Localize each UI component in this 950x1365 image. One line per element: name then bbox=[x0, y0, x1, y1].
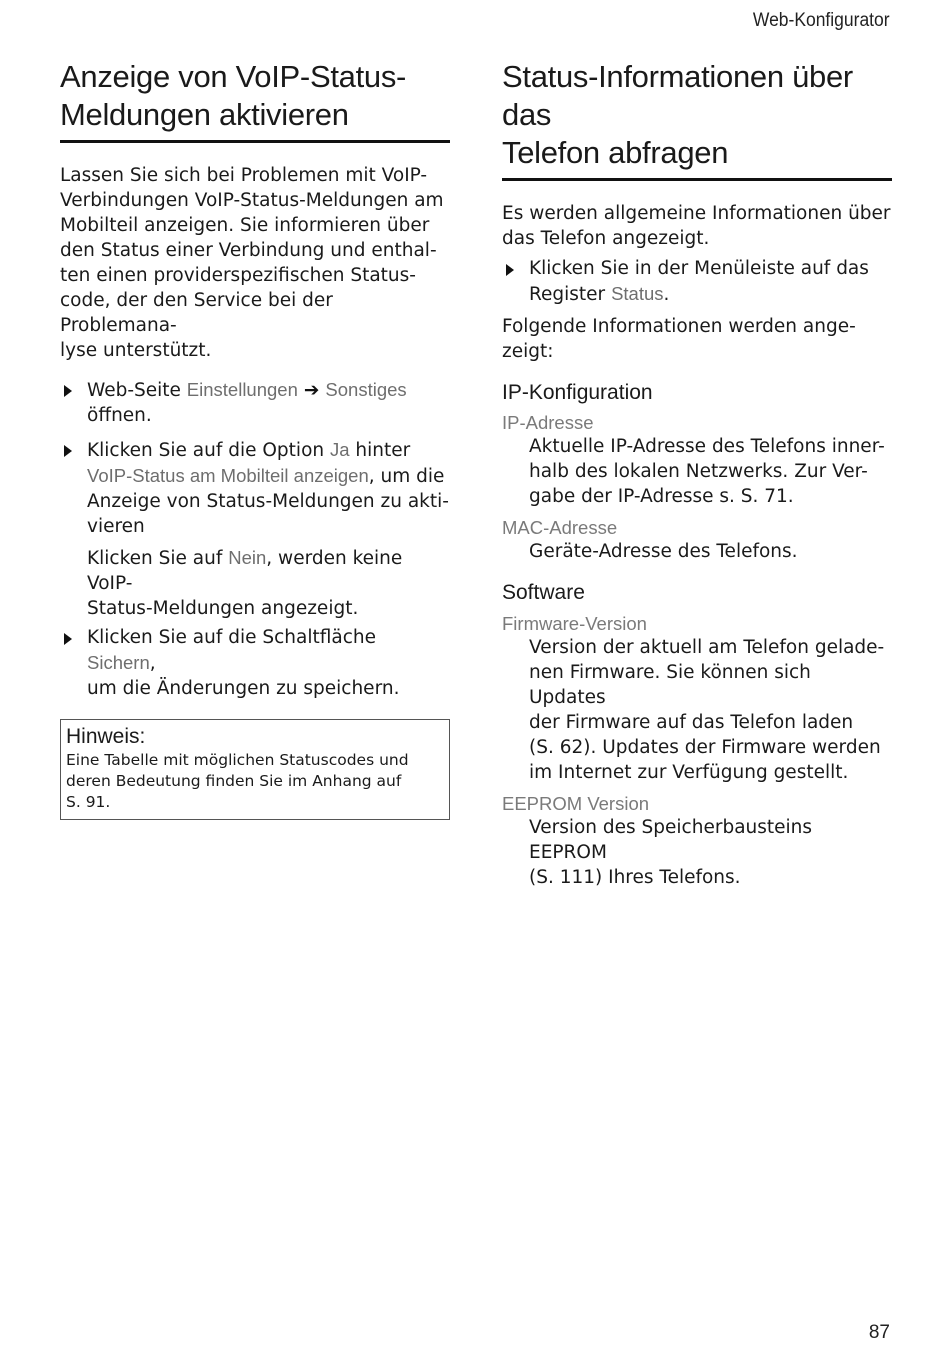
note-box bbox=[60, 719, 450, 820]
intro-line: lyse unterstützt. bbox=[60, 340, 212, 361]
bullet-triangle-icon bbox=[64, 445, 72, 457]
definition-line: Version der aktuell am Telefon gelade- bbox=[529, 637, 885, 658]
step-text: Klicken Sie auf die Option bbox=[87, 440, 330, 461]
follow-line: Folgende Informationen werden ange- bbox=[502, 316, 856, 337]
left-section-title bbox=[60, 58, 450, 143]
step-text: . bbox=[663, 284, 670, 305]
page-number: 87 bbox=[868, 1322, 890, 1343]
step-click-save bbox=[60, 625, 450, 701]
step-text: Web-Seite bbox=[87, 380, 187, 401]
intro-line: ten einen providerspezifischen Status- bbox=[60, 265, 416, 286]
note-title: Hinweis: bbox=[66, 725, 146, 748]
right-title-line-2: Telefon abfragen bbox=[502, 135, 729, 170]
step-text: Status-Meldungen angezeigt. bbox=[87, 598, 359, 619]
intro-line: Mobilteil anzeigen. Sie informieren über bbox=[60, 215, 430, 236]
ui-ref-sonstiges: Sonstiges bbox=[325, 379, 407, 400]
step-text: , bbox=[149, 653, 156, 674]
term-firmware-version: Firmware-Version bbox=[502, 613, 647, 634]
bullet-triangle-icon bbox=[64, 385, 72, 397]
note-line: Eine Tabelle mit möglichen Statuscodes und bbox=[66, 751, 409, 769]
step-text: hinter bbox=[349, 440, 411, 461]
step-text: Register bbox=[529, 284, 612, 305]
step-text: , werden keine VoIP- bbox=[87, 548, 403, 594]
subsection-heading-software: Software bbox=[502, 581, 585, 604]
ui-ref-voip-status-option: VoIP-Status am Mobilteil anzeigen bbox=[87, 465, 369, 486]
step-text: vieren bbox=[87, 516, 145, 537]
step-click-status-tab bbox=[502, 256, 892, 307]
step-sub-note-nein bbox=[60, 545, 450, 621]
note-line: S. 91. bbox=[66, 793, 111, 811]
subsection-heading-ip-konfiguration: IP-Konfiguration bbox=[502, 381, 653, 404]
ui-ref-sichern: Sichern bbox=[87, 652, 150, 673]
step-text: Klicken Sie auf die Schaltfläche bbox=[87, 627, 377, 648]
running-header: Web-Konfigurator bbox=[753, 10, 890, 31]
step-text: Klicken Sie in der Menüleiste auf das bbox=[529, 258, 869, 279]
step-text: Anzeige von Status-Meldungen zu akti- bbox=[87, 491, 449, 512]
follow-line: zeigt: bbox=[502, 341, 554, 362]
definition-line: (S. 111) Ihres Telefons. bbox=[529, 867, 741, 888]
definition-line: Geräte-Adresse des Telefons. bbox=[529, 541, 798, 562]
ui-ref-ja: Ja bbox=[330, 439, 350, 460]
intro-line: Es werden allgemeine Informationen über bbox=[502, 203, 891, 224]
definition-line: nen Firmware. Sie können sich Updates bbox=[529, 662, 811, 708]
bullet-triangle-icon bbox=[506, 264, 514, 276]
step-text: um die Änderungen zu speichern. bbox=[87, 678, 400, 699]
term-eeprom-version: EEPROM Version bbox=[502, 793, 650, 814]
definition-line: im Internet zur Verfügung gestellt. bbox=[529, 762, 849, 783]
step-text: Klicken Sie auf bbox=[87, 548, 229, 569]
intro-line: Lassen Sie sich bei Problemen mit VoIP- bbox=[60, 165, 428, 186]
definition-line: halb des lokalen Netzwerks. Zur Ver- bbox=[529, 461, 868, 482]
definition-line: Aktuelle IP-Adresse des Telefons inner- bbox=[529, 436, 885, 457]
definition-line: der Firmware auf das Telefon laden bbox=[529, 712, 854, 733]
right-column bbox=[502, 58, 892, 890]
left-title-line-1: Anzeige von VoIP-Status- bbox=[60, 59, 407, 94]
right-section-title bbox=[502, 58, 892, 181]
following-info-paragraph bbox=[502, 314, 892, 364]
arrow-right-icon: ➔ bbox=[303, 380, 320, 401]
definition-line: gabe der IP-Adresse s. S. 71. bbox=[529, 486, 794, 507]
definition-mac-adresse bbox=[502, 539, 892, 564]
step-text: , um die bbox=[368, 466, 445, 487]
intro-line: code, der den Service bei der Problemana- bbox=[60, 290, 333, 336]
step-open-web-page bbox=[60, 377, 450, 428]
ui-ref-status: Status bbox=[611, 283, 664, 304]
ui-ref-nein: Nein bbox=[228, 547, 267, 568]
left-intro-paragraph bbox=[60, 163, 450, 363]
step-text: öffnen. bbox=[87, 405, 152, 426]
left-column bbox=[60, 58, 450, 820]
step-click-option-ja bbox=[60, 437, 450, 539]
term-ip-adresse: IP-Adresse bbox=[502, 412, 594, 433]
ui-ref-einstellungen: Einstellungen bbox=[186, 379, 298, 400]
term-mac-adresse: MAC-Adresse bbox=[502, 517, 618, 538]
definition-eeprom-version bbox=[502, 815, 892, 890]
left-title-line-2: Meldungen aktivieren bbox=[60, 97, 349, 132]
bullet-triangle-icon bbox=[64, 633, 72, 645]
intro-line: das Telefon angezeigt. bbox=[502, 228, 710, 249]
definition-firmware-version bbox=[502, 635, 892, 785]
definition-line: Version des Speicherbausteins EEPROM bbox=[529, 817, 813, 863]
intro-line: den Status einer Verbindung und enthal- bbox=[60, 240, 437, 261]
note-line: deren Bedeutung finden Sie im Anhang auf bbox=[66, 772, 402, 790]
definition-ip-adresse bbox=[502, 434, 892, 509]
right-intro-paragraph bbox=[502, 201, 892, 251]
right-title-line-1: Status-Informationen über das bbox=[502, 59, 853, 132]
intro-line: Verbindungen VoIP-Status-Meldungen am bbox=[60, 190, 444, 211]
definition-line: (S. 62). Updates der Firmware werden bbox=[529, 737, 881, 758]
